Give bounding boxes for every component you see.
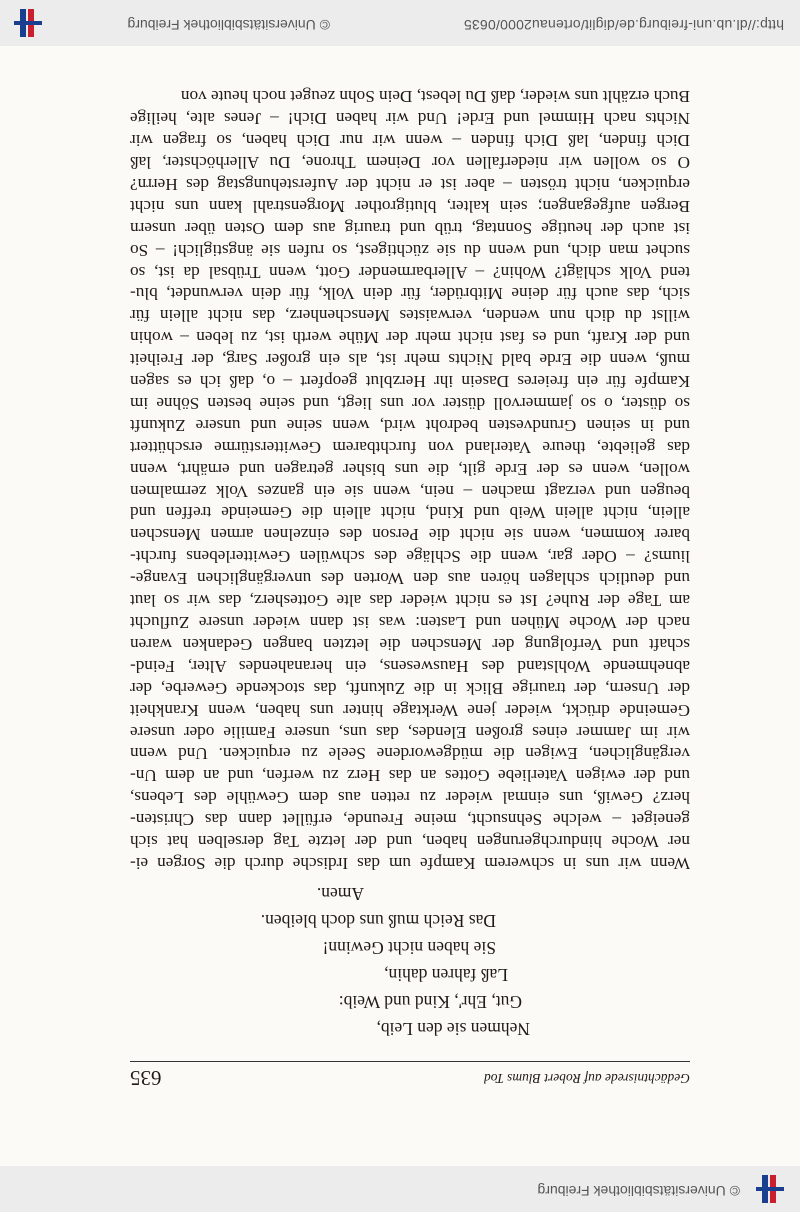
text-line: Buch erzählt uns wieder, daß Du lebest, Dein Sohn zeuget noch heute von (180, 87, 690, 107)
viewer-footer-bar (0, 0, 800, 46)
viewer-header-bar (0, 1166, 800, 1212)
text-line: am Tage der Ruhe? Ist es nicht wieder das alte Gottesherz, das wir so laut (130, 591, 690, 611)
text-line: vergänglichen, Ewigen die müdgewordene Seele zu erquicken. Und wenn (130, 744, 690, 764)
text-line: tend Volk schlägt? Wohin? – Allerbarmender Gott, wenn Trübsal da ist, so (130, 262, 690, 282)
poem-line: Amen. (316, 884, 364, 904)
poem-line: Sie haben nicht Gewinn! (322, 938, 496, 958)
text-line: ner Woche hindurchgerungen haben, und der letzte Tag derselben hat sich (130, 832, 690, 852)
text-line: herz? Gewiß, uns einmal wieder zu retten aus dem Gewühle des Lebens, (130, 788, 690, 808)
text-line: sich, das auch für deine Mitbrüder, für dein Volk, für dein verwundet, blu- (130, 284, 690, 304)
text-line: ist auch der heutige Sonntag, trüb und traurig aus dem Osten über unsern (130, 218, 690, 238)
text-line: liums? – Oder gar, wenn die Schläge des schwülen Gewitterlebens furcht- (130, 547, 690, 567)
text-line: schaft und Verfolgung der Menschen die letzten bangen Gedanken waren (130, 634, 690, 654)
text-line: der Unsern, der traurige Blick in die Zukunft, das stockende Gewerbe, der (130, 678, 690, 698)
header-copyright: © Universitätsbibliothek Freiburg (537, 1183, 740, 1199)
poem-line: Das Reich muß uns doch bleiben. (260, 911, 496, 931)
university-logo-icon (756, 1173, 786, 1203)
text-line: wir im Jammer eines großen Elendes, das uns, unsere Familie oder unsere (130, 722, 690, 742)
text-line: wollen, wenn es der Erde gilt, die uns bisher getragen und ernährt, wenn (130, 459, 690, 479)
text-line: Kampfe für ein freieres Dasein ihr Herzblut geopfert – o, daß ich es sagen (130, 372, 690, 392)
text-line: und in seinen Grundvesten bedroht wird, wenn seine und unsere Zukunft (130, 415, 690, 435)
text-line: so düster, o so jammervoll düster vor uns liegt, und seine besten Söhne im (130, 393, 690, 413)
text-line: Dich finden, laß Dich finden – wenn wir nur Dich haben, so fragen wir (130, 131, 690, 151)
text-line: muß, wenn die Erde bald Nichts mehr ist, als ein großer Sarg, der Freiheit (130, 350, 690, 370)
text-line: barer kommen, wenn sie nicht die Person des einzelnen armen Menschen (130, 525, 690, 545)
text-line: Gemeinde drückt, wieder jene Werktage hinter uns haben, wenn Krankheit (130, 700, 690, 720)
text-line: suchet man dich, und wenn du sie züchtigest, so rufen sie ängstiglich! – So (130, 240, 690, 260)
text-line: geneiget – welche Sehnsucht, meine Freunde, erfüllet dann das Christen- (130, 810, 690, 830)
running-head-title: Gedächtnisrede auf Robert Blums Tod (484, 1071, 690, 1086)
text-line: beugen und verzagt machen – nein, wenn sie ein ganzes Volk zermalmen (130, 481, 690, 501)
text-line: das geliebte, theure Vaterland von furchtbarem Gewitterstürme erschüttert (130, 437, 690, 457)
text-line: und der ewigen Vaterliebe Gottes an das Herz zu werfen, und an dem Un- (130, 766, 690, 786)
book-page (90, 72, 690, 1152)
poem-line: Nehmen sie den Leib, (376, 1019, 530, 1039)
body-text (130, 85, 690, 874)
text-line: erquicken, nicht trösten – aber ist er nicht der Auferstehungstag des Herrn? (130, 174, 690, 194)
page-number: 635 (130, 1066, 162, 1090)
text-line: Bergen aufgegangen; sein kalter, blutigrother Morgenstrahl kann uns nicht (130, 196, 690, 216)
poem-line: Laß fahren dahin, (384, 965, 508, 985)
text-line: abnehmende Wohlstand des Hauswesens, ein heranahendes Alter, Feind- (130, 656, 690, 676)
text-line: Nichts nach Himmel und Erde! Und wir haben Dich! – Jenes alte, heilige (130, 109, 690, 129)
text-line: willst du dich nun wenden, verwaistes Menschenherz, das nicht allein für (130, 306, 690, 326)
source-url[interactable]: http://dl.ub.uni-freiburg.de/diglit/ortenau2000/0635 (463, 17, 784, 33)
text-line: allein, nicht allein Weib und Kind, nicht allein die Gemeinde treffen und (130, 503, 690, 523)
text-line: Wenn wir uns in schwerem Kampfe um das Irdische durch die Sorgen ei- (130, 854, 690, 873)
university-logo-icon (14, 7, 44, 37)
footer-copyright: © Universitätsbibliothek Freiburg (127, 17, 330, 33)
text-line: O so wollen wir niederfallen vor Deinem Throne, Du Allerhöchster, laß (130, 153, 690, 172)
text-line: und der Kraft, und es fast nicht mehr der Mühe werth ist, zu leben – wohin (130, 328, 690, 348)
poem-line: Gut, Ehr', Kind und Weib: (338, 992, 522, 1012)
poem-stanza (261, 880, 530, 1042)
running-head (130, 1061, 690, 1092)
text-line: nach der Woche Mühen und Lasten: was ist dann wieder unsere Zuflucht (130, 613, 690, 633)
text-line: und deutlich schlagen hören aus den Worten des unvergänglichen Evange- (130, 569, 690, 589)
